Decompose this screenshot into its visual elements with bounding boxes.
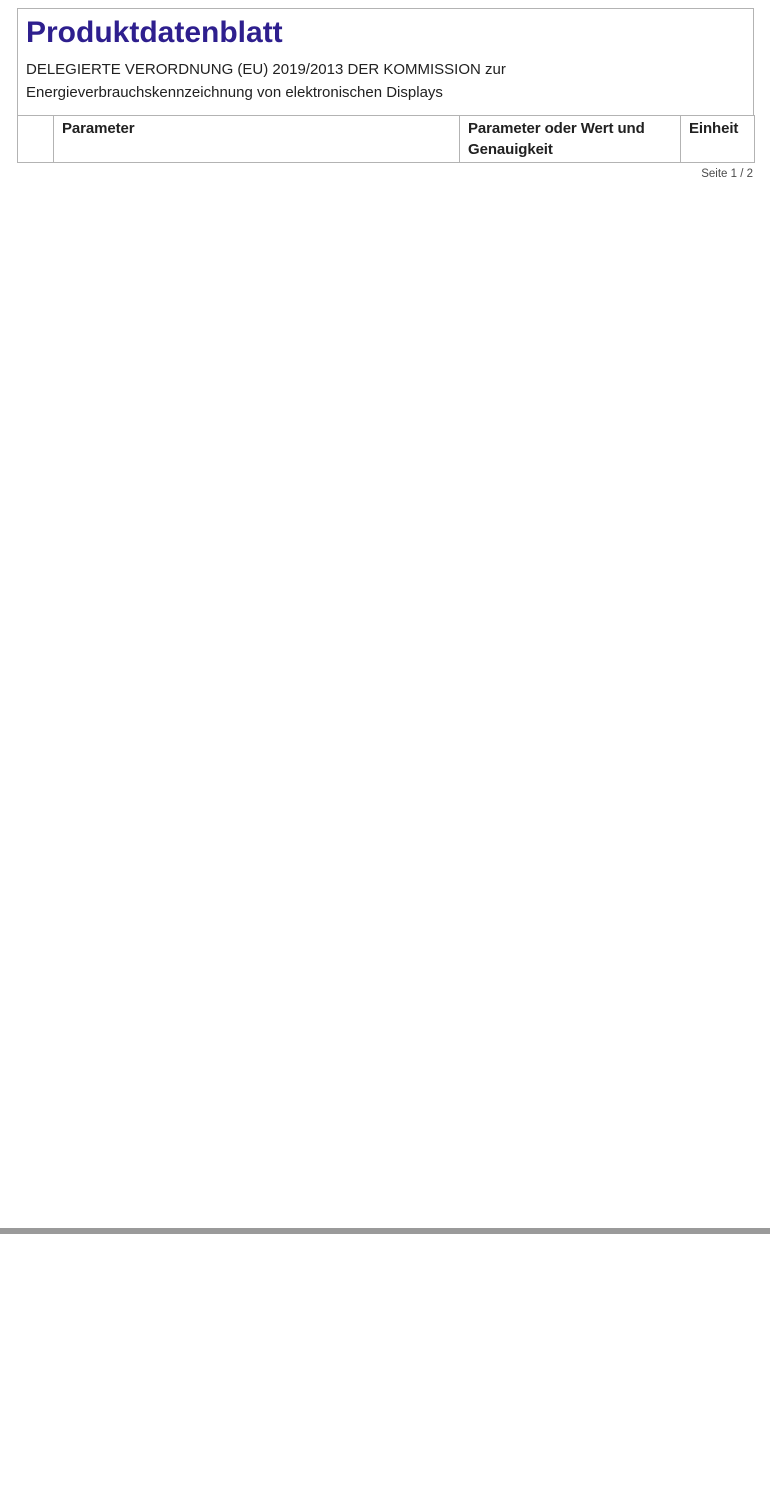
page-divider-bar [0, 1228, 770, 1234]
header-number-column [18, 116, 54, 163]
header-value: Parameter oder Wert und Genauigkeit [460, 116, 681, 163]
table-header-row [18, 116, 755, 163]
page1-content [17, 8, 754, 180]
datasheet-table-page1 [17, 115, 755, 163]
page-number: Seite 1 / 2 [701, 168, 753, 180]
page-title: Produktdatenblatt [26, 16, 283, 49]
subtitle-line-1: DELEGIERTE VERORDNUNG (EU) 2019/2013 DER KOMMISSION zur [26, 61, 506, 78]
title-block [17, 8, 754, 115]
subtitle-line-2: Energieverbrauchskennzeichnung von elektronischen Displays [26, 84, 443, 101]
header-unit: Einheit [681, 116, 755, 163]
header-parameter: Parameter [54, 116, 460, 163]
